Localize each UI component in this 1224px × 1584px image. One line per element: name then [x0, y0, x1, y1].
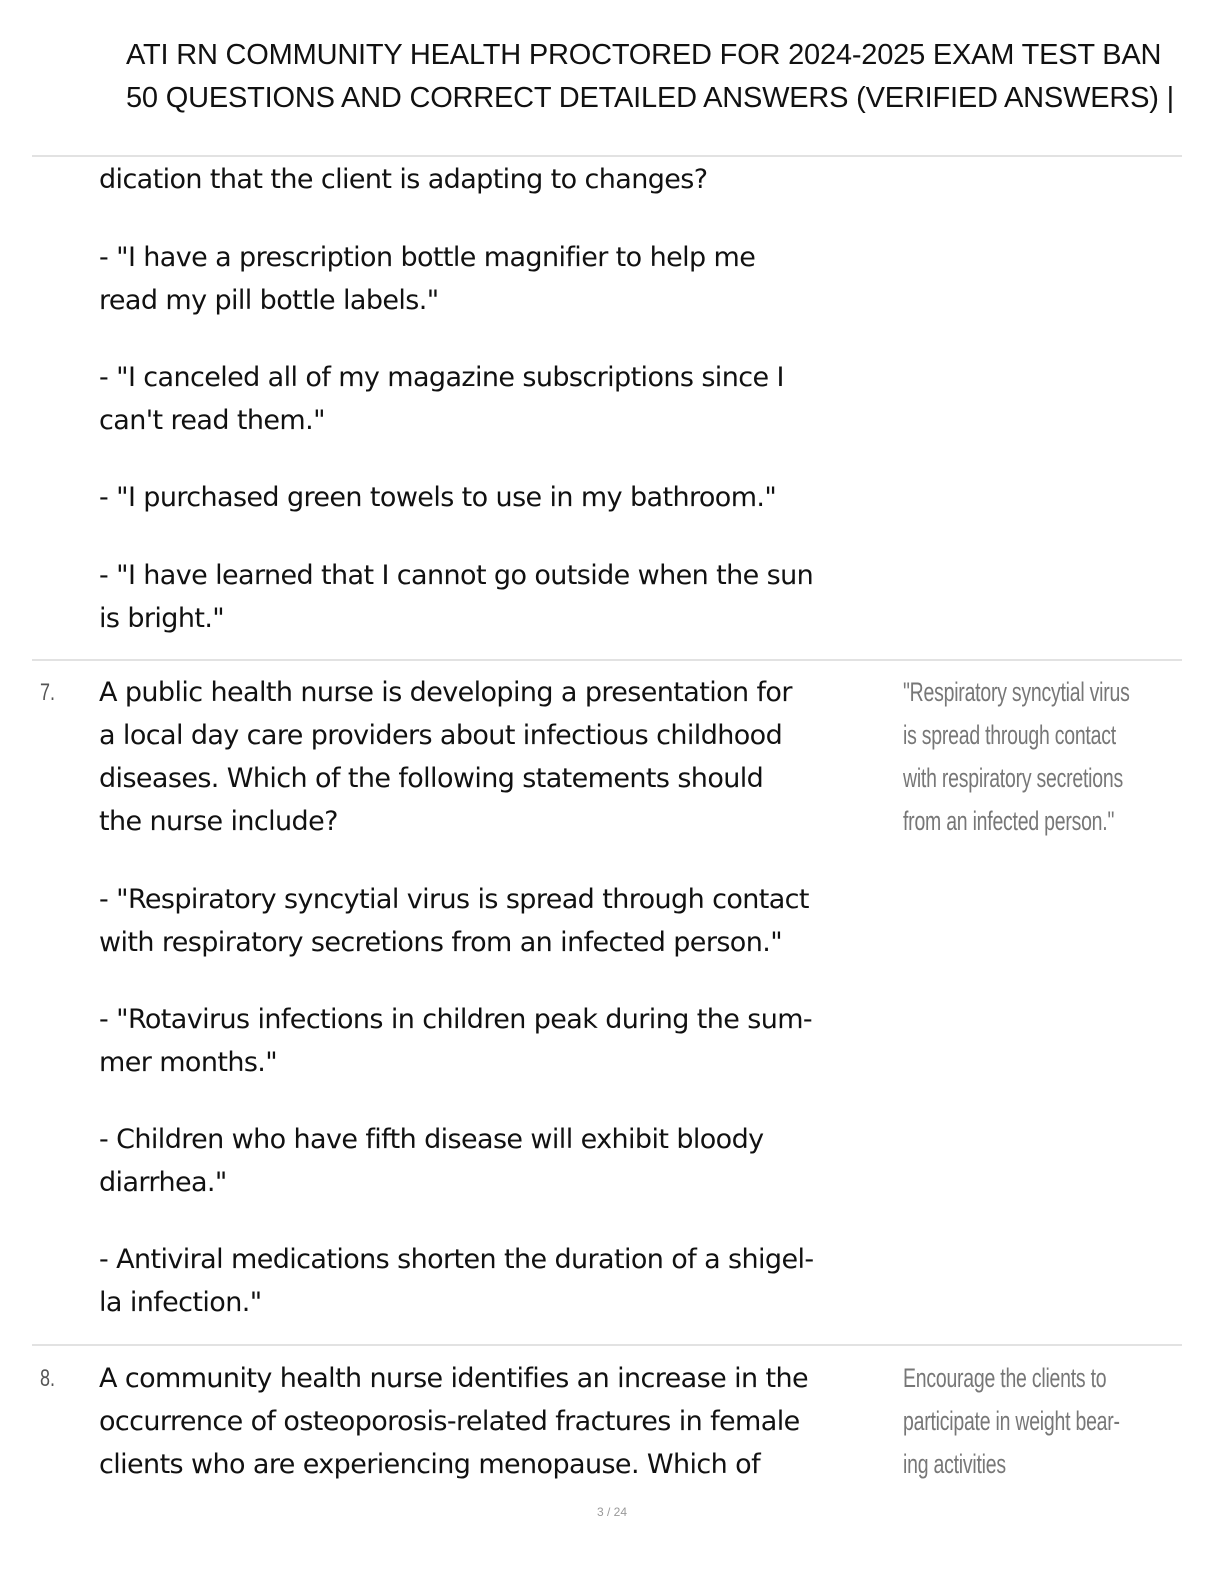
option-line: - Antiviral medications shorten the duration of a shigel- [99, 1244, 814, 1275]
answer-option [99, 356, 899, 442]
question-stem [99, 1357, 899, 1486]
option-line: la infection." [99, 1287, 262, 1318]
stem-line: diseases. Which of the following statements should [99, 763, 764, 794]
document-title-line-1: ATI RN COMMUNITY HEALTH PROCTORED FOR 2024-2025 EXAM TEST BAN [126, 39, 1162, 71]
option-line: with respiratory secretions from an infected person." [99, 927, 783, 958]
section-divider [32, 1344, 1182, 1346]
option-line: can't read them." [99, 405, 325, 436]
option-line: - "I purchased green towels to use in my bathroom." [99, 482, 777, 513]
stem-line: occurrence of osteoporosis-related fractures in female [99, 1406, 800, 1437]
answer-line: participate in weight bear- [903, 1406, 1120, 1436]
answer-option [99, 998, 899, 1084]
option-line: - "I have a prescription bottle magnifier to help me [99, 242, 756, 273]
section-divider [32, 659, 1182, 661]
answer-option [99, 1118, 899, 1204]
correct-answer [903, 671, 1162, 843]
page-indicator: 3 / 24 [596, 1505, 628, 1519]
answer-option [99, 554, 899, 640]
answer-option [99, 1238, 899, 1324]
stem-line: clients who are experiencing menopause. Which of [99, 1449, 760, 1480]
question-number: 8. [40, 1365, 56, 1392]
correct-answer [903, 1357, 1162, 1486]
stem-line: A public health nurse is developing a presentation for [99, 677, 792, 708]
answer-line: with respiratory secretions [903, 763, 1123, 793]
question-stem-continued: dication that the client is adapting to changes? [99, 164, 708, 195]
document-header [126, 34, 1224, 120]
answer-line: ing activities [903, 1449, 1006, 1479]
answer-line: is spread through contact [903, 720, 1116, 750]
question-stem [99, 671, 899, 843]
stem-line: a local day care providers about infectious childhood [99, 720, 783, 751]
option-line: mer months." [99, 1047, 278, 1078]
document-title-line-2: 50 QUESTIONS AND CORRECT DETAILED ANSWERS (VERIFIED ANSWERS) | [126, 82, 1174, 114]
option-line: - "Respiratory syncytial virus is spread through contact [99, 884, 809, 915]
answer-option [99, 476, 899, 519]
answer-option [99, 236, 899, 322]
option-line: - "Rotavirus infections in children peak during the sum- [99, 1004, 813, 1035]
answer-option [99, 878, 899, 964]
option-line: - "I have learned that I cannot go outside when the sun [99, 560, 814, 591]
option-line: read my pill bottle labels." [99, 285, 439, 316]
option-line: - "I canceled all of my magazine subscriptions since I [99, 362, 784, 393]
question-number: 7. [40, 679, 56, 706]
option-line: is bright." [99, 603, 225, 634]
section-divider [32, 155, 1182, 157]
answer-line: "Respiratory syncytial virus [903, 677, 1130, 707]
answer-line: from an infected person." [903, 806, 1115, 836]
answer-line: Encourage the clients to [903, 1363, 1107, 1393]
stem-line: the nurse include? [99, 806, 338, 837]
option-line: - Children who have fifth disease will exhibit bloody [99, 1124, 764, 1155]
option-line: diarrhea." [99, 1167, 227, 1198]
stem-line: A community health nurse identifies an increase in the [99, 1363, 808, 1394]
